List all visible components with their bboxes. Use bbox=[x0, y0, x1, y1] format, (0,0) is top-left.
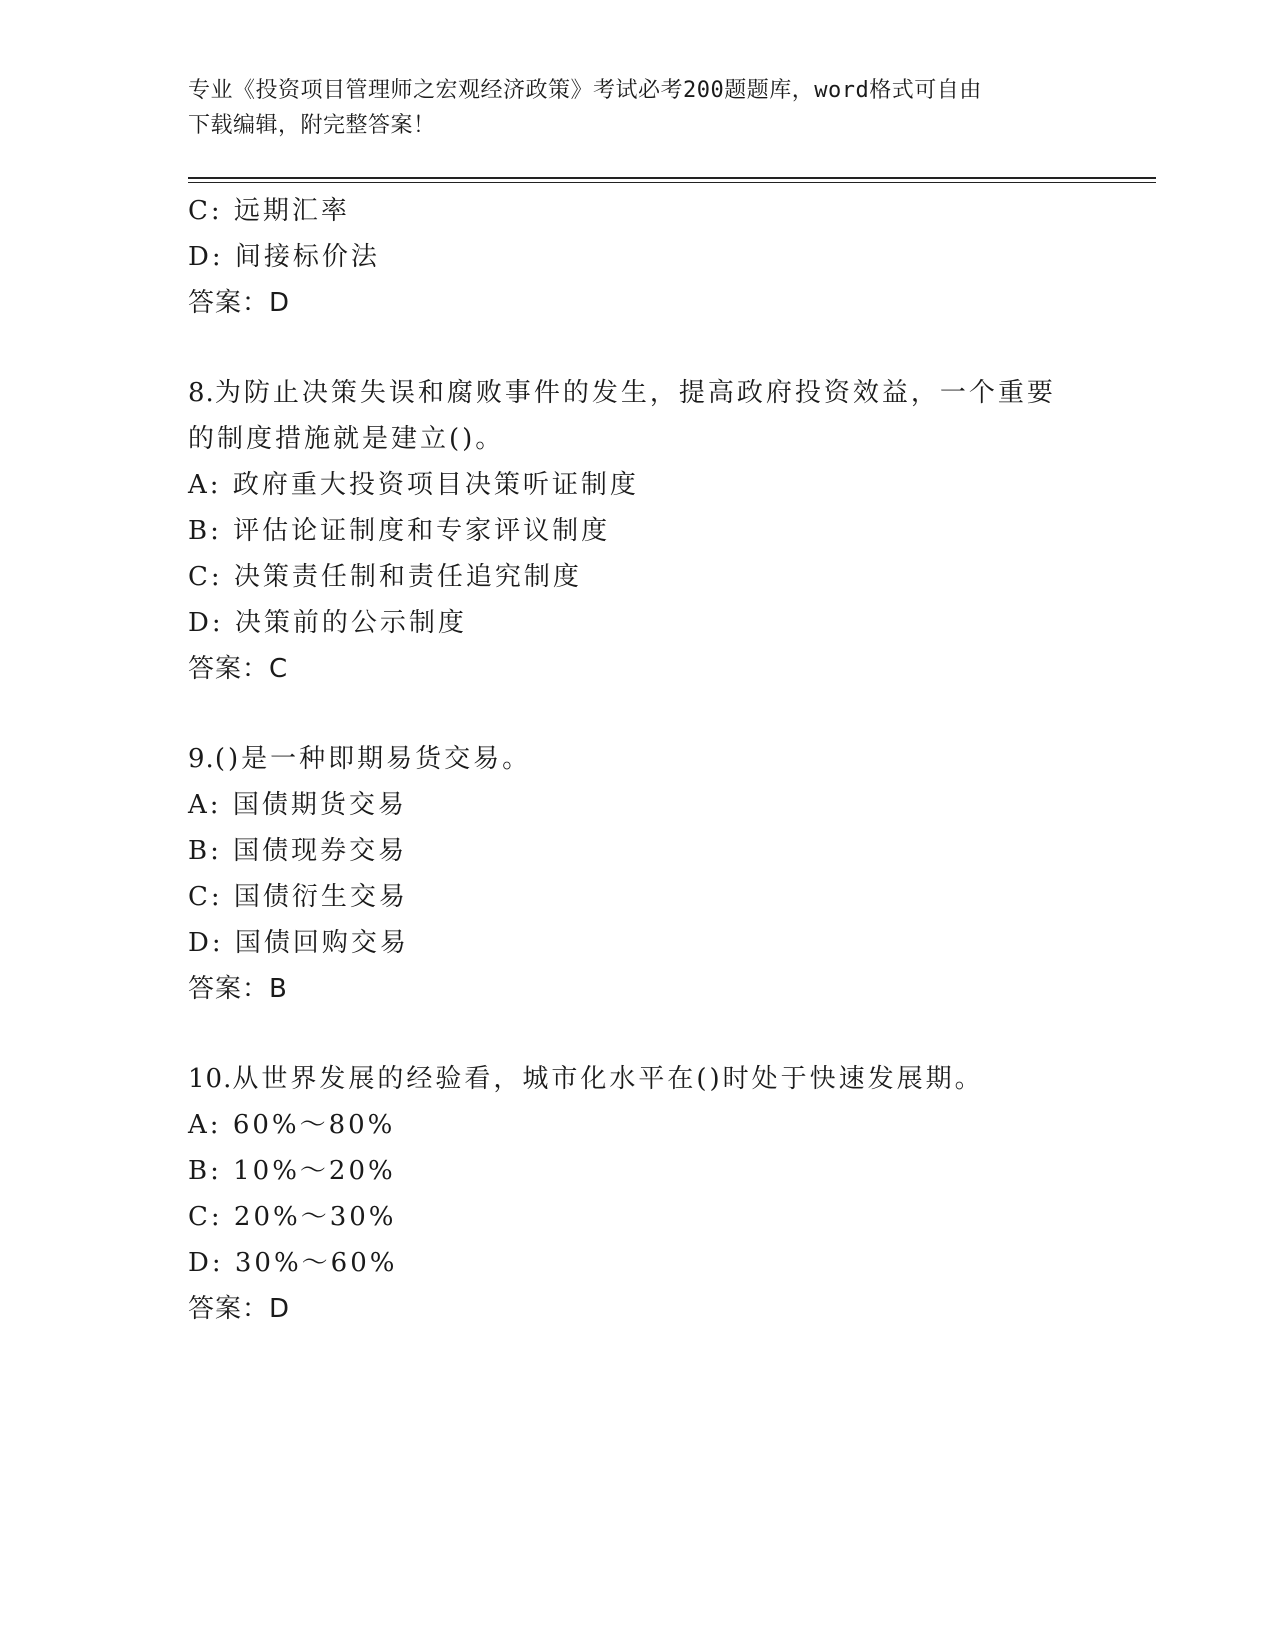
option-text: 国债衍生交易 bbox=[233, 882, 408, 912]
option-text: 国债期货交易 bbox=[232, 790, 407, 820]
header-line-2: 下载编辑，附完整答案！ bbox=[188, 113, 436, 138]
option-key: C: bbox=[188, 562, 223, 592]
option-line bbox=[188, 600, 1088, 646]
option-key: C: bbox=[188, 882, 223, 912]
option-key: C: bbox=[188, 1202, 223, 1232]
question-text: ()是一种即期易货交易。 bbox=[214, 744, 532, 774]
option-text: 间接标价法 bbox=[234, 242, 380, 272]
question-stem-line bbox=[188, 370, 1088, 416]
option-key: D: bbox=[188, 1248, 224, 1278]
option-text: 20%～30% bbox=[233, 1202, 397, 1232]
option-line bbox=[188, 462, 1088, 508]
question-stem-line: 的制度措施就是建立()。 bbox=[188, 424, 505, 454]
header-rule-thick bbox=[188, 177, 1156, 179]
answer-line: 答案：D bbox=[188, 1294, 291, 1324]
option-line bbox=[188, 508, 1088, 554]
header-rule-thin bbox=[188, 182, 1156, 183]
option-line bbox=[188, 1240, 1088, 1286]
option-text: 60%～80% bbox=[232, 1110, 396, 1140]
question-text: 为防止决策失误和腐败事件的发生，提高政府投资效益，一个重要 bbox=[214, 378, 1056, 408]
document-header bbox=[188, 73, 1068, 143]
answer-line: 答案：C bbox=[188, 654, 289, 684]
option-text: 30%～60% bbox=[234, 1248, 398, 1278]
option-text: 决策前的公示制度 bbox=[234, 608, 467, 638]
option-key: A: bbox=[188, 1110, 222, 1140]
option-line bbox=[188, 874, 1088, 920]
question-number: 10. bbox=[188, 1064, 233, 1094]
option-line bbox=[188, 234, 1088, 280]
spacer bbox=[188, 692, 1088, 736]
option-line bbox=[188, 1148, 1088, 1194]
option-text: 评估论证制度和专家评议制度 bbox=[233, 516, 611, 546]
option-text: 10%～20% bbox=[233, 1156, 396, 1186]
question-list bbox=[188, 188, 1088, 1332]
spacer bbox=[188, 326, 1088, 370]
option-text: 政府重大投资项目决策听证制度 bbox=[232, 470, 639, 500]
option-key: D: bbox=[188, 928, 224, 958]
option-line bbox=[188, 782, 1088, 828]
question-number: 8. bbox=[188, 378, 215, 408]
option-key: A: bbox=[188, 790, 222, 820]
option-text: 国债回购交易 bbox=[234, 928, 409, 958]
option-line bbox=[188, 920, 1088, 966]
option-text: 远期汇率 bbox=[233, 196, 350, 226]
question-stem-line bbox=[188, 1056, 1088, 1102]
option-text: 国债现券交易 bbox=[233, 836, 408, 866]
option-line bbox=[188, 188, 1088, 234]
header-line-1: 专业《投资项目管理师之宏观经济政策》考试必考200题题库，word格式可自由 bbox=[188, 78, 982, 103]
option-line bbox=[188, 828, 1088, 874]
option-key: D: bbox=[188, 608, 224, 638]
option-key: B: bbox=[188, 1156, 222, 1186]
question-text: 从世界发展的经验看，城市化水平在()时处于快速发展期。 bbox=[232, 1064, 984, 1094]
spacer bbox=[188, 1012, 1088, 1056]
option-key: B: bbox=[188, 836, 222, 866]
option-key: D: bbox=[188, 242, 224, 272]
question-stem-line bbox=[188, 736, 1088, 782]
option-line bbox=[188, 1194, 1088, 1240]
option-line bbox=[188, 554, 1088, 600]
answer-line: 答案：B bbox=[188, 974, 288, 1004]
option-text: 决策责任制和责任追究制度 bbox=[233, 562, 582, 592]
option-line bbox=[188, 1102, 1088, 1148]
option-key: B: bbox=[188, 516, 222, 546]
option-key: C: bbox=[188, 196, 223, 226]
answer-line: 答案：D bbox=[188, 288, 291, 318]
option-key: A: bbox=[188, 470, 222, 500]
question-number: 9. bbox=[188, 744, 215, 774]
